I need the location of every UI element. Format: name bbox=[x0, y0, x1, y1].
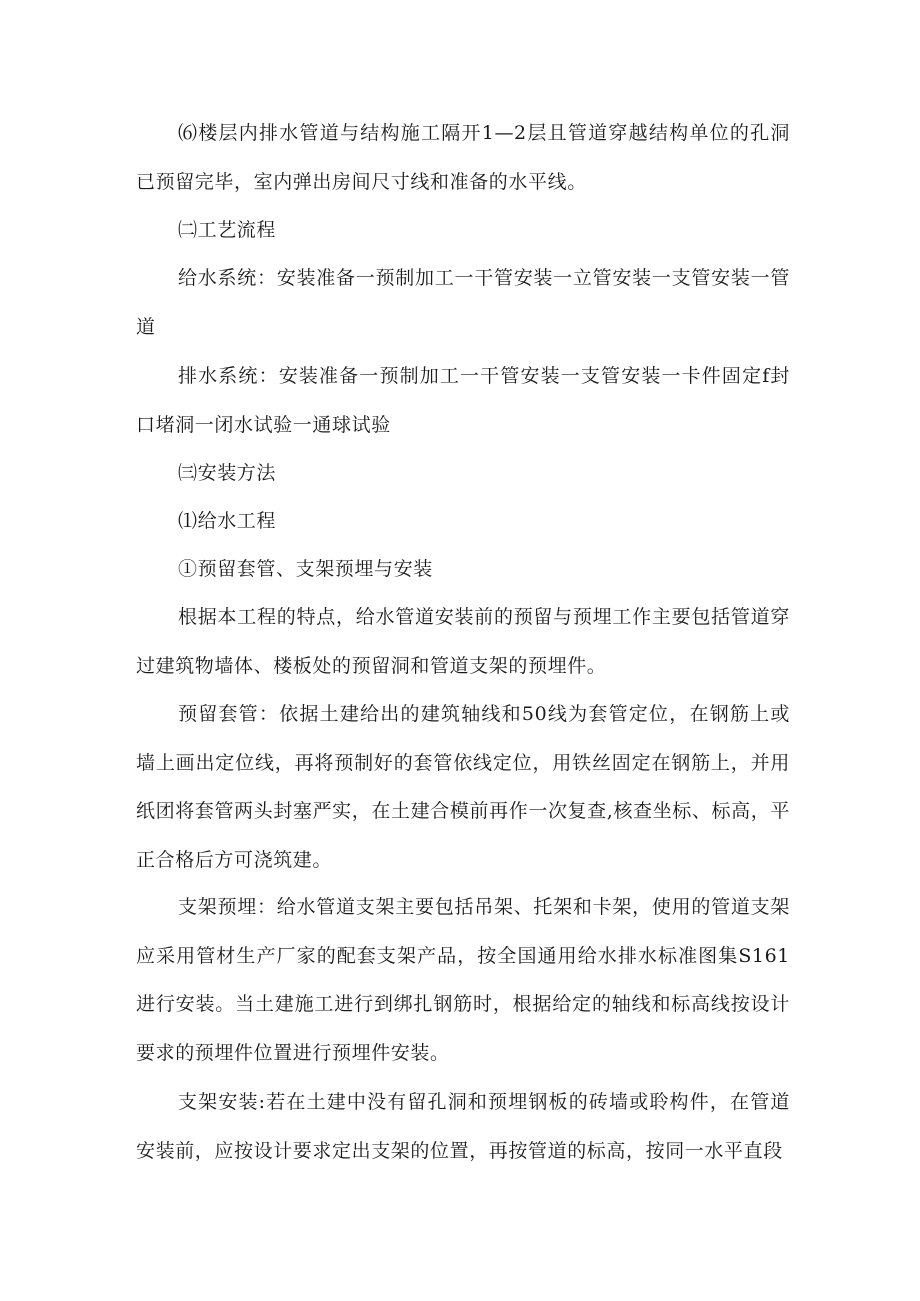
heading-water-supply-works: ⑴给水工程 bbox=[178, 510, 277, 532]
heading-process-flow: ㈡工艺流程 bbox=[178, 219, 277, 241]
paragraph-drainage-flow: 排水系统：安装准备一预制加工一干管安装一支管安装一卡件固定f封口堵洞一闭水试验一通球试验 bbox=[136, 365, 790, 436]
paragraph-sleeve-reservation: 预留套管：依据土建给出的建筑轴线和50线为套管定位，在钢筋上或墙上画出定位线，再将预制好的套管依线定位，用铁丝固定在钢筋上，并用纸团将套管两头封塞严实，在土建合模前再作一次复查,核查坐标、标高，平正合格后方可浇筑建。 bbox=[136, 703, 790, 871]
paragraph-drainage-precondition: ⑹楼层内排水管道与结构施工隔开1—2层且管道穿越结构单位的孔洞已预留完毕，室内弹出房间尺寸线和准备的水平线。 bbox=[136, 122, 790, 193]
heading-sleeves-and-supports: ①预留套管、支架预埋与安装 bbox=[178, 558, 433, 580]
heading-installation-method: ㈢安装方法 bbox=[178, 462, 277, 484]
paragraph-support-embedding: 支架预埋：给水管道支架主要包括吊架、托架和卡架，使用的管道支架应采用管材生产厂家的配套支架产品，按全国通用给水排水标准图集S161进行安装。当土建施工进行到绑扎钢筋时，根据给定的轴线和标高线按设计要求的预埋件位置进行预埋件安装。 bbox=[136, 896, 790, 1064]
paragraph-water-supply-flow: 给水系统：安装准备一预制加工一干管安装一立管安装一支管安装一管道 bbox=[136, 267, 790, 338]
paragraph-preparation-scope: 根据本工程的特点，给水管道安装前的预留与预埋工作主要包括管道穿过建筑物墙体、楼板处的预留洞和管道支架的预埋件。 bbox=[136, 606, 790, 677]
paragraph-support-installation: 支架安装:若在土建中没有留孔洞和预埋钢板的砖墙或聆构件，在管道安装前，应按设计要求定出支架的位置，再按管道的标高，按同一水平直段 bbox=[136, 1091, 790, 1162]
